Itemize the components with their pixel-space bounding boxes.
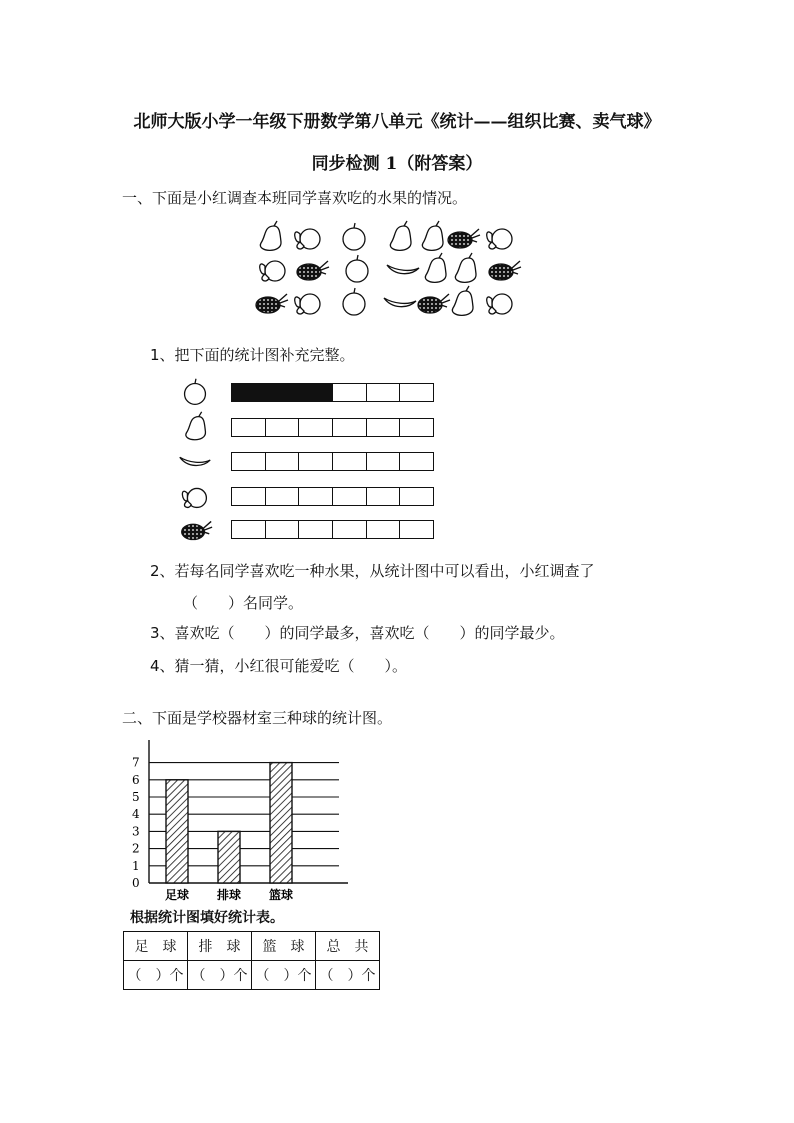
grid-cell[interactable] [266,419,300,436]
pear-icon [452,286,473,315]
grid-row-peach [231,487,434,506]
grid-cell[interactable] [266,453,300,470]
pear-icon [425,253,446,282]
grid-cell[interactable] [232,488,266,505]
grid-cell[interactable] [299,453,333,470]
pear-icon [186,412,206,440]
grid-fruit-icons [175,372,225,542]
grid-cell[interactable] [299,419,333,436]
pear-icon [422,221,443,250]
grid-cell[interactable] [333,384,367,401]
grid-cell[interactable] [266,488,300,505]
grid-cell[interactable] [299,384,333,401]
tally-blank-row [124,961,380,990]
question-4: 4、猜一猜，小红很可能爱吃（ ）。 [150,657,408,675]
tally-header-row [124,932,380,961]
pear-icon [260,221,281,250]
ball-bar-chart [118,740,348,905]
pear-icon [455,253,476,282]
page-subtitle: 同步检测 1（附答案） [311,154,483,174]
header-total: 总 共 [316,932,380,961]
blank-total[interactable]: （ ）个 [316,961,380,990]
grid-cell[interactable] [333,419,367,436]
y-tick-label: 4 [132,807,140,822]
banana-icon [384,298,416,307]
pineapple-icon [256,294,288,313]
grid-cell[interactable] [400,453,433,470]
y-tick-label: 7 [132,755,140,770]
pineapple-icon [297,261,329,280]
section2-heading: 二、下面是学校器材室三种球的统计图。 [122,709,393,727]
banana-icon [180,457,210,465]
grid-cell[interactable] [232,419,266,436]
grid-cell[interactable] [400,521,433,538]
tally-table [123,931,380,990]
blank-football[interactable]: （ ）个 [124,961,188,990]
apple-icon [185,379,206,405]
grid-row-pear [231,418,434,437]
question-2: 2、若每名同学喜欢吃一种水果，从统计图中可以看出，小红调查了 [150,562,595,580]
grid-cell[interactable] [232,384,266,401]
blank-basketball[interactable]: （ ）个 [252,961,316,990]
pineapple-icon [448,229,480,248]
grid-cell[interactable] [400,488,433,505]
bar-2 [270,763,292,883]
grid-cell[interactable] [367,384,401,401]
header-football: 足 球 [124,932,188,961]
y-tick-label: 2 [132,841,140,856]
x-tick-label: 排球 [216,888,242,902]
grid-cell[interactable] [333,453,367,470]
peach-icon [260,261,285,281]
grid-cell[interactable] [367,521,401,538]
fruit-icons [256,221,521,315]
grid-cell[interactable] [367,453,401,470]
peach-icon [487,229,512,249]
grid-cell[interactable] [299,488,333,505]
grid-cell[interactable] [266,384,300,401]
page-title: 北师大版小学一年级下册数学第八单元《统计——组织比赛、卖气球》 [133,112,661,132]
x-tick-label: 篮球 [268,888,294,902]
pineapple-icon [182,521,212,539]
grid-cell[interactable] [299,521,333,538]
y-tick-label: 6 [132,772,140,787]
x-tick-label: 足球 [164,888,190,902]
grid-cell[interactable] [400,419,433,436]
grid-row-banana [231,452,434,471]
question-3: 3、喜欢吃（ ）的同学最多，喜欢吃（ ）的同学最少。 [150,624,565,642]
y-tick-label: 1 [132,858,140,873]
question-1: 1、把下面的统计图补充完整。 [150,346,355,364]
banana-icon [387,265,419,274]
y-tick-label: 0 [132,876,140,890]
apple-icon [343,288,365,315]
grid-cell[interactable] [333,521,367,538]
blank-volleyball[interactable]: （ ）个 [188,961,252,990]
pineapple-icon [418,294,450,313]
bar-0 [166,780,188,883]
question-2-blank: （ ）名同学。 [183,594,304,612]
peach-icon [182,488,206,507]
apple-icon [346,255,368,282]
grid-cell[interactable] [232,521,266,538]
grid-cell[interactable] [232,453,266,470]
fruit-picture [250,218,540,328]
grid-cell[interactable] [400,384,433,401]
grid-cell[interactable] [367,419,401,436]
y-tick-label: 5 [132,790,140,804]
peach-icon [295,229,320,249]
pineapple-icon [489,261,521,280]
peach-icon [487,294,512,314]
peach-icon [295,294,320,314]
bar-1 [218,831,240,883]
y-tick-label: 3 [132,824,140,839]
apple-icon [343,223,365,250]
grid-row-apple [231,383,434,402]
grid-cell[interactable] [367,488,401,505]
header-basketball: 篮 球 [252,932,316,961]
grid-row-pineapple [231,520,434,539]
section1-heading: 一、下面是小红调查本班同学喜欢吃的水果的情况。 [122,189,468,207]
grid-cell[interactable] [333,488,367,505]
grid-cell[interactable] [266,521,300,538]
pear-icon [390,221,411,250]
header-volleyball: 排 球 [188,932,252,961]
chart-caption: 根据统计图填好统计表。 [130,910,284,926]
